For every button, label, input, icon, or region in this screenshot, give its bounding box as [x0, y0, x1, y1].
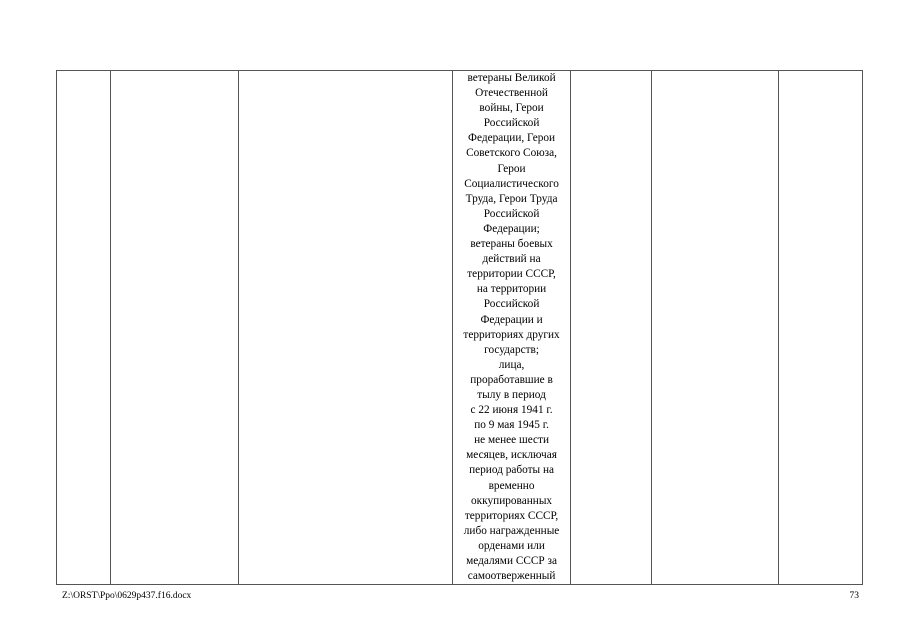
table-cell-col-4 — [453, 71, 570, 585]
table-cell-col-1 — [57, 71, 111, 585]
table-cell-col-5 — [570, 71, 651, 585]
footer-file-path: Z:\ORST\Ppo\0629p437.f16.docx — [62, 591, 192, 601]
table-cell-col-6 — [651, 71, 778, 585]
document-table — [56, 70, 863, 585]
table-cell-col-7 — [779, 71, 863, 585]
table-cell-col-3 — [239, 71, 453, 585]
beneficiary-categories-text: ветераны Великой Отечественной войны, Герои Российской Федерации, Герои Советского Союза, Герои Социалистического Труда, Герои Труда Российской Федерации; ветераны боевых действий на территории СССР, на территории Российской Федерации и территориях других государств; лица, проработавшие в тылу в период с 22 июня 1941 г. по 9 мая 1945 г. не менее шести месяцев, исключая период работы на временно оккупированных территориях СССР, либо награжденные орденами или медалями СССР за самоотверженный — [463, 72, 560, 583]
table-row — [57, 71, 863, 585]
footer-page-number: 73 — [849, 591, 859, 601]
table-cell-col-2 — [110, 71, 238, 585]
